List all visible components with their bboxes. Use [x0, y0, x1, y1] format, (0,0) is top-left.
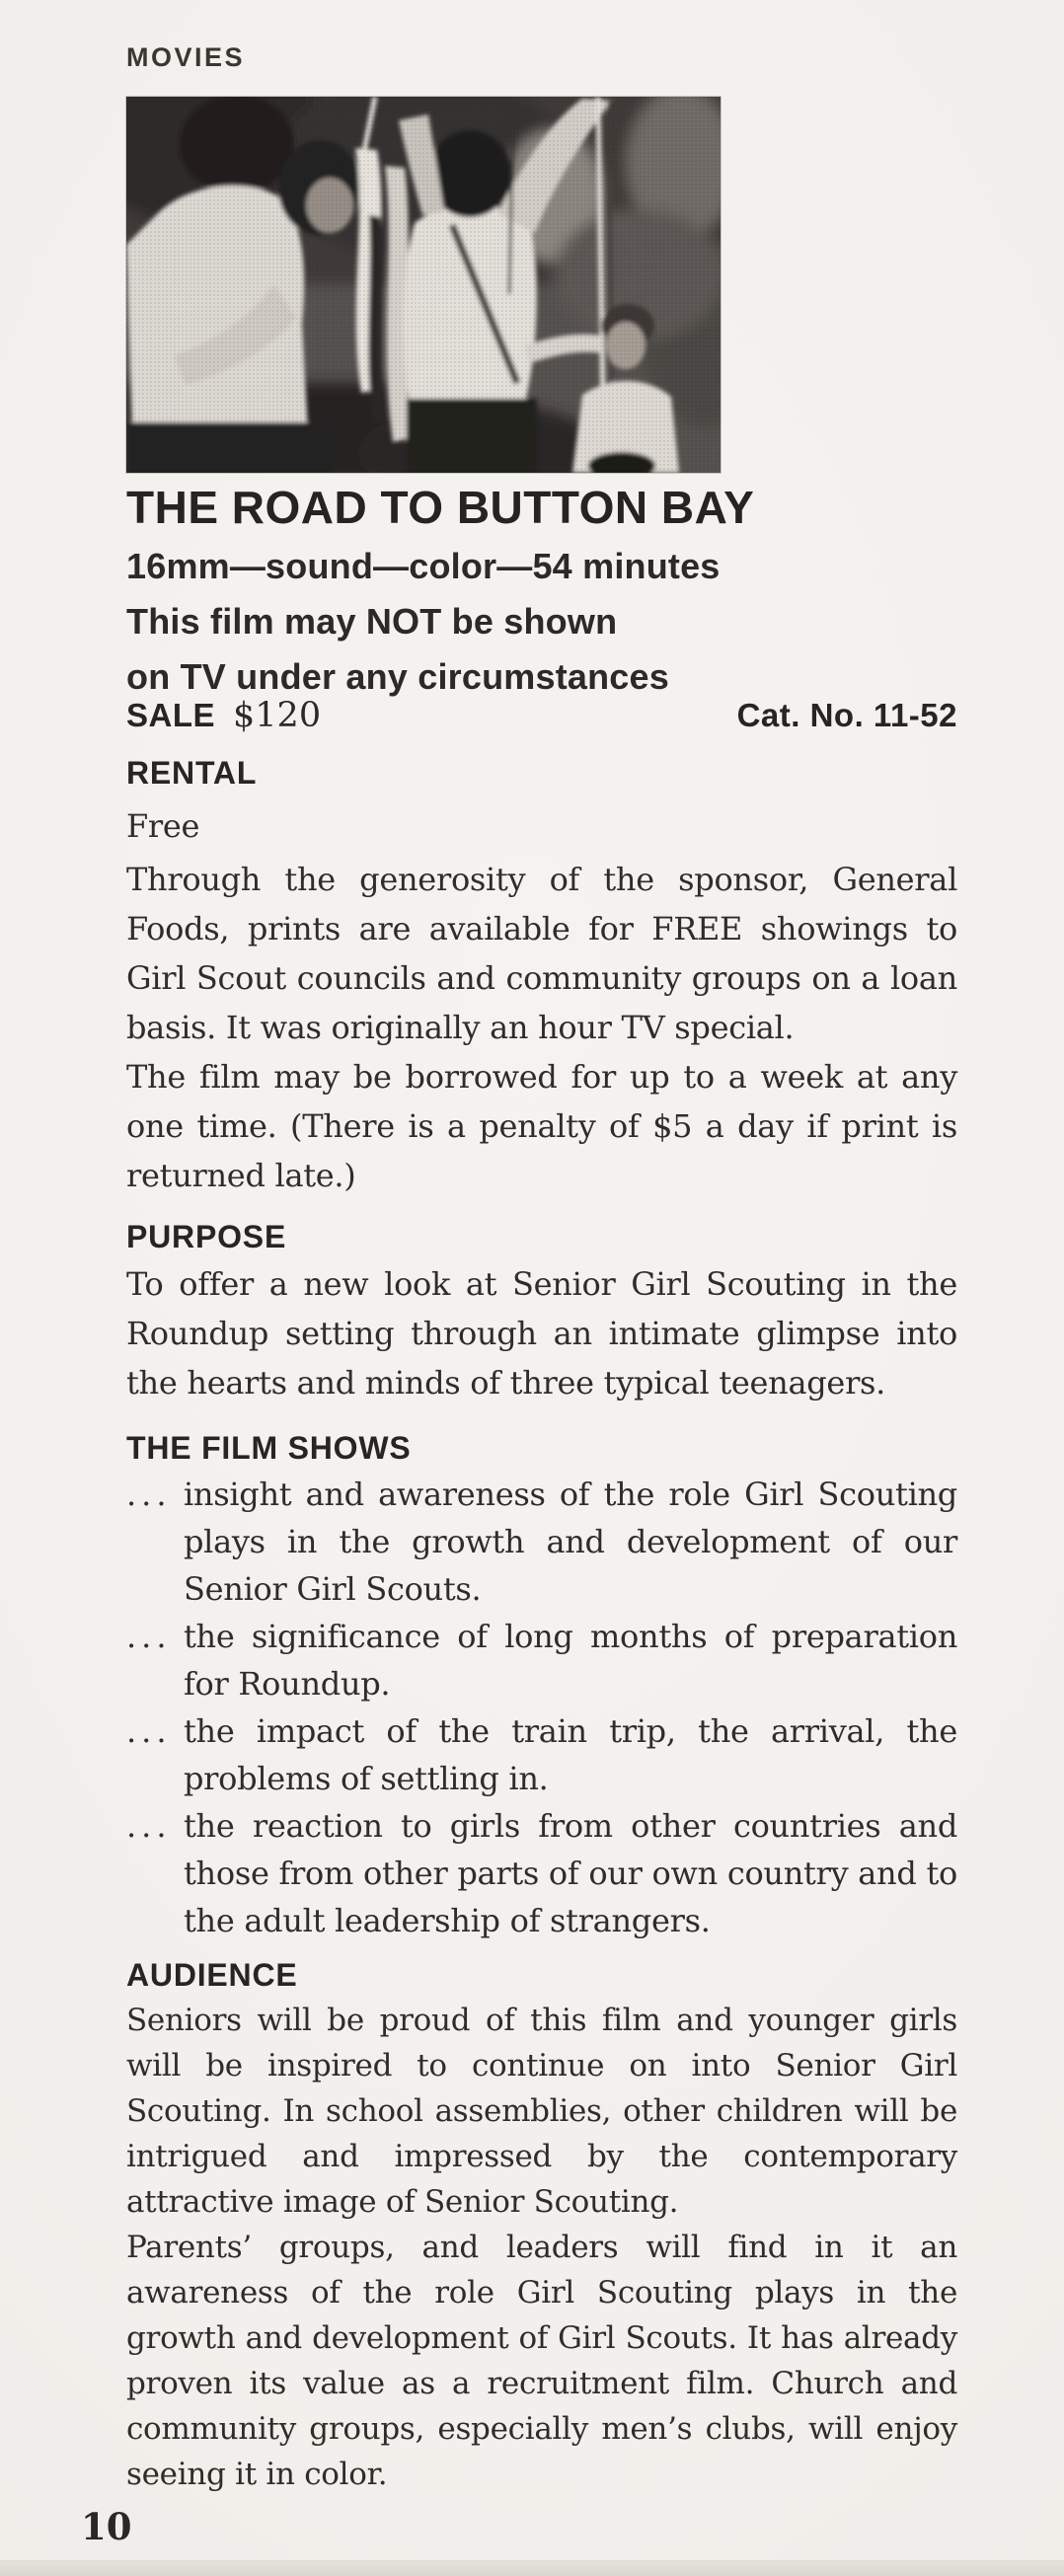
film-shows-item-text: the reaction to girls from other countries and those from other parts of our own country and to the adult leadership of strangers.: [184, 1807, 957, 1939]
film-shows-item: [126, 1802, 957, 1944]
film-specs: [126, 539, 957, 705]
sale-info: [126, 695, 321, 736]
audience-heading: AUDIENCE: [126, 1957, 298, 1993]
page-number: 10: [81, 2505, 132, 2548]
film-shows-list: [126, 1471, 957, 1944]
film-shows-item: [126, 1707, 957, 1802]
film-restriction-line-1: This film may NOT be shown: [126, 601, 618, 642]
audience-paragraph-2: Parents’ groups, and leaders will find in it an awareness of the role Girl Scouting plays in the growth and development of Girl Scouts. It has already proven its value as a recruitment film. Church and community groups, especially men’s clubs, will enjoy seeing it in color.: [126, 2230, 957, 2492]
film-shows-item-text: the significance of long months of preparation for Roundup.: [184, 1618, 957, 1703]
rental-paragraph-2: The film may be borrowed for up to a week at any one time. (There is a penalty of $5 a day if print is returned late.): [126, 1058, 957, 1194]
film-photo: [126, 97, 721, 473]
audience-text: [126, 1998, 957, 2497]
ellipsis-prefix: ...: [126, 1807, 172, 1845]
rental-paragraph-1: Through the generosity of the sponsor, General Foods, prints are available for FREE showings to Girl Scout councils and community groups on a loan basis. It was originally an hour TV special.: [126, 861, 957, 1046]
film-shows-item-text: the impact of the train trip, the arrival, the problems of settling in.: [184, 1712, 957, 1797]
halftone-overlay: [126, 97, 721, 473]
ellipsis-prefix: ...: [126, 1712, 172, 1750]
catalog-number: Cat. No. 11-52: [736, 697, 957, 733]
film-shows-item: [126, 1613, 957, 1707]
film-shows-item: [126, 1471, 957, 1613]
purpose-text: To offer a new look at Senior Girl Scouting in the Roundup setting through an intimate glimpse into the hearts and minds of three typical teenagers.: [126, 1265, 957, 1402]
ellipsis-prefix: ...: [126, 1476, 172, 1513]
page-bottom-edge: [0, 2560, 1064, 2576]
sale-row: [126, 695, 957, 736]
ellipsis-prefix: ...: [126, 1618, 172, 1655]
rental-heading: RENTAL: [126, 755, 258, 791]
film-format-line: 16mm—sound—color—54 minutes: [126, 546, 721, 586]
audience-paragraph-1: Seniors will be proud of this film and younger girls will be inspired to continue on into Senior Girl Scouting. In school assemblies, other children will be intrigued and impressed by the contemporary attractive image of Senior Scouting.: [126, 2003, 957, 2220]
rental-price: Free: [126, 807, 200, 845]
section-label: MOVIES: [126, 42, 246, 72]
film-restriction-line-2: on TV under any circumstances: [126, 656, 669, 697]
sale-price: $120: [233, 696, 322, 735]
sale-label: SALE: [126, 697, 216, 733]
film-shows-heading: THE FILM SHOWS: [126, 1430, 412, 1466]
film-shows-item-text: insight and awareness of the role Girl Scouting plays in the growth and development of our Senior Girl Scouts.: [184, 1476, 957, 1608]
purpose-heading: PURPOSE: [126, 1219, 287, 1254]
film-title: THE ROAD TO BUTTON BAY: [126, 482, 755, 533]
flag-ceremony-photo-illustration: [126, 97, 721, 473]
